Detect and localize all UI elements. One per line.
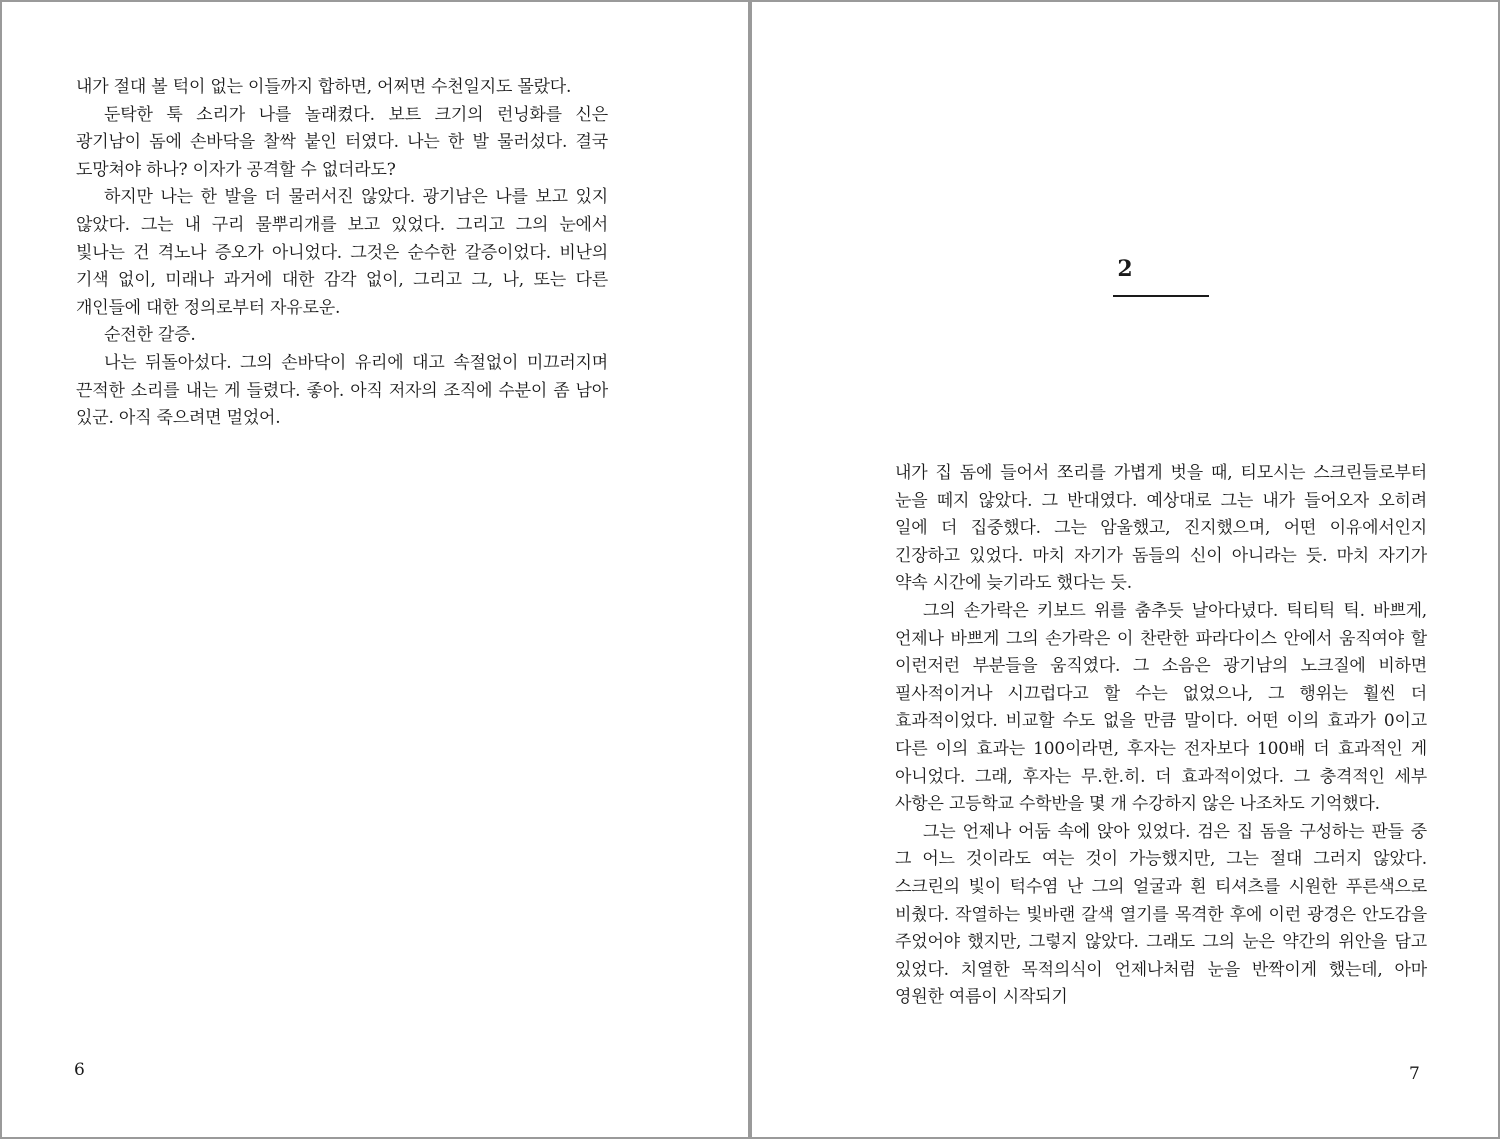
right-page: [752, 2, 1498, 1137]
left-page-text: [76, 74, 608, 433]
paragraph: 그는 언제나 어둠 속에 앉아 있었다. 검은 집 돔을 구성하는 판들 중 그 어느 것이라도 여는 것이 가능했지만, 그는 절대 그러지 않았다. 스크린의 빛이 턱수염 난 그의 얼굴과 흰 티셔츠를 시원한 푸른색으로 비췄다. 작열하는 빛바랜 갈색 열기를 목격한 후에 이런 광경은 안도감을 주었어야 했지만, 그렇지 않았다. 그래도 그의 눈은 약간의 위안을 담고 있었다. 치열한 목적의식이 언제나처럼 눈을 반짝이게 했는데, 아마 영원한 여름이 시작되기: [895, 821, 1427, 1008]
paragraph: 하지만 나는 한 발을 더 물러서진 않았다. 광기남은 나를 보고 있지 않았다. 그는 내 구리 물뿌리개를 보고 있었다. 그리고 그의 눈에서 빛나는 건 격노나 증오가 아니었다. 그것은 순수한 갈증이었다. 비난의 기색 없이, 미래나 과거에 대한 감각 없이, 그리고 그, 나, 또는 다른 개인들에 대한 정의로부터 자유로운.: [76, 187, 608, 318]
chapter-number: 2: [1117, 256, 1133, 282]
paragraph: 순전한 갈증.: [104, 325, 196, 346]
paragraph: 나는 뒤돌아섰다. 그의 손바닥이 유리에 대고 속절없이 미끄러지며 끈적한 소리를 내는 게 들렸다. 좋아. 아직 저자의 조직에 수분이 좀 남아 있군. 아직 죽으려면 멀었어.: [76, 352, 608, 429]
paragraph: 내가 집 돔에 들어서 쪼리를 가볍게 벗을 때, 티모시는 스크린들로부터 눈을 떼지 않았다. 그 반대였다. 예상대로 그는 내가 들어오자 오히려 일에 더 집중했다. 그는 암울했고, 진지했으며, 어떤 이유에서인지 긴장하고 있었다. 마치 자기가 돔들의 신이 아니라는 듯. 마치 자기가 약속 시간에 늦기라도 했다는 듯.: [895, 463, 1427, 594]
page-number: 6: [74, 1060, 85, 1080]
left-page: [2, 2, 748, 1137]
page-number: 7: [1409, 1064, 1420, 1084]
right-page-text: [895, 460, 1427, 1012]
chapter-rule: [1113, 295, 1209, 297]
paragraph: 내가 절대 볼 턱이 없는 이들까지 합하면, 어쩌면 수천일지도 몰랐다.: [76, 77, 572, 97]
paragraph: 그의 손가락은 키보드 위를 춤추듯 날아다녔다. 틱티틱 틱. 바쁘게, 언제나 바쁘게 그의 손가락은 이 찬란한 파라다이스 안에서 움직여야 할 이런저런 부분들을 움직였다. 그 소음은 광기남의 노크질에 비하면 필사적이거나 시끄럽다고 할 수는 없었으나, 그 행위는 훨씬 더 효과적이었다. 비교할 수도 없을 만큼 말이다. 어떤 이의 효과가 0이고 다른 이의 효과는 100이라면, 후자는 전자보다 100배 더 효과적인 게 아니었다. 그래, 후자는 무.한.히. 더 효과적이었다. 그 충격적인 세부 사항은 고등학교 수학반을 몇 개 수강하지 않은 나조차도 기억했다.: [895, 600, 1427, 815]
paragraph: 둔탁한 툭 소리가 나를 놀래켰다. 보트 크기의 런닝화를 신은 광기남이 돔에 손바닥을 찰싹 붙인 터였다. 나는 한 발 물러섰다. 결국 도망쳐야 하나? 이자가 공격할 수 없더라도?: [76, 104, 608, 180]
